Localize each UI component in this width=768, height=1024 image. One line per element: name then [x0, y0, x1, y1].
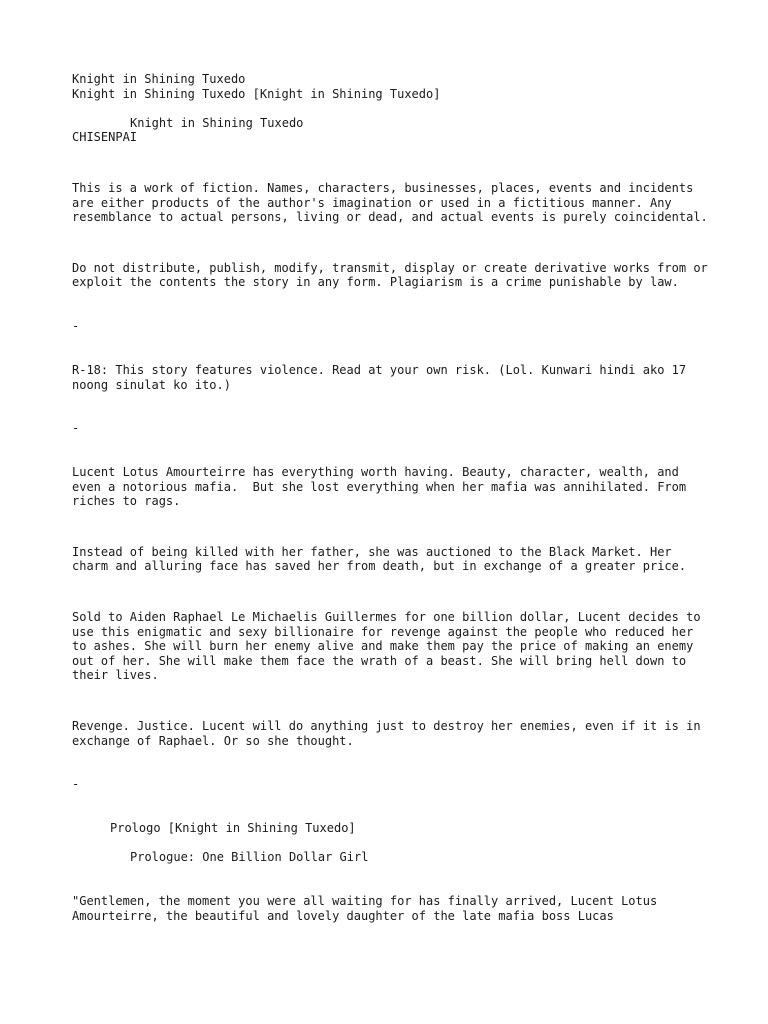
separator: - [72, 421, 80, 436]
prologue-opening: "Gentlemen, the moment you were all waiting for has finally arrived, Lucent Lotus Amourteirre, the beautiful and lovely daughter of the late mafia boss Lucas [72, 894, 665, 923]
spacer [72, 509, 712, 545]
spacer [72, 436, 712, 465]
spacer [72, 101, 712, 116]
spacer [72, 225, 712, 261]
synopsis-paragraph: Revenge. Justice. Lucent will do anything just to destroy her enemies, even if it is in exchange of Raphael. Or so she thought. [72, 719, 708, 748]
spacer [72, 683, 712, 719]
spacer [72, 334, 712, 363]
rating-notice: R-18: This story features violence. Read at your own risk. (Lol. Kunwari hindi ako 17 noong sinulat ko ito.) [72, 362, 694, 392]
author-name: CHISENPAI [72, 130, 138, 145]
spacer [72, 290, 712, 319]
separator: - [72, 777, 80, 792]
spacer [72, 865, 712, 894]
prologue-subheading: Prologue: One Billion Dollar Girl [130, 850, 369, 865]
synopsis-paragraph: Instead of being killed with her father, she was auctioned to the Black Market. Her charm and alluring face has saved her from death, but in exchange of a greater price. [72, 544, 687, 574]
spacer [72, 836, 712, 851]
document-page [72, 72, 715, 923]
title-centered: Knight in Shining Tuxedo [130, 115, 304, 130]
title-line: Knight in Shining Tuxedo [72, 72, 246, 86]
spacer [72, 574, 712, 610]
title-full: Knight in Shining Tuxedo [Knight in Shining Tuxedo] [72, 86, 441, 101]
synopsis-paragraph: Sold to Aiden Raphael Le Michaelis Guillermes for one billion dollar, Lucent decides to use this enigmatic and sexy billionaire for revenge against the people who reduced her to ashes. She will burn her enemy alive and make them pay the price of making an enemy out of her. She will make them face the wrath of a beast. She will bring hell down to their lives. [72, 610, 708, 683]
copyright-notice: Do not distribute, publish, modify, transmit, display or create derivative works from or exploit the contents the story in any form. Plagiarism is a crime punishable by law. [72, 260, 715, 290]
synopsis-paragraph: Lucent Lotus Amourteirre has everything worth having. Beauty, character, wealth, and even a notorious mafia. But she lost everything when her mafia was annihilated. From riches to rags. [72, 465, 694, 509]
prologue-heading: Prologo [Knight in Shining Tuxedo] [110, 821, 356, 836]
spacer [72, 792, 712, 821]
spacer [72, 145, 712, 181]
spacer [72, 748, 712, 777]
separator: - [72, 319, 80, 334]
spacer [72, 392, 712, 421]
fiction-disclaimer: This is a work of fiction. Names, characters, businesses, places, events and incidents are either products of the author's imagination or used in a fictitious manner. Any resemblance to actual persons, living or dead, and actual events is purely coincidental. [72, 180, 708, 225]
